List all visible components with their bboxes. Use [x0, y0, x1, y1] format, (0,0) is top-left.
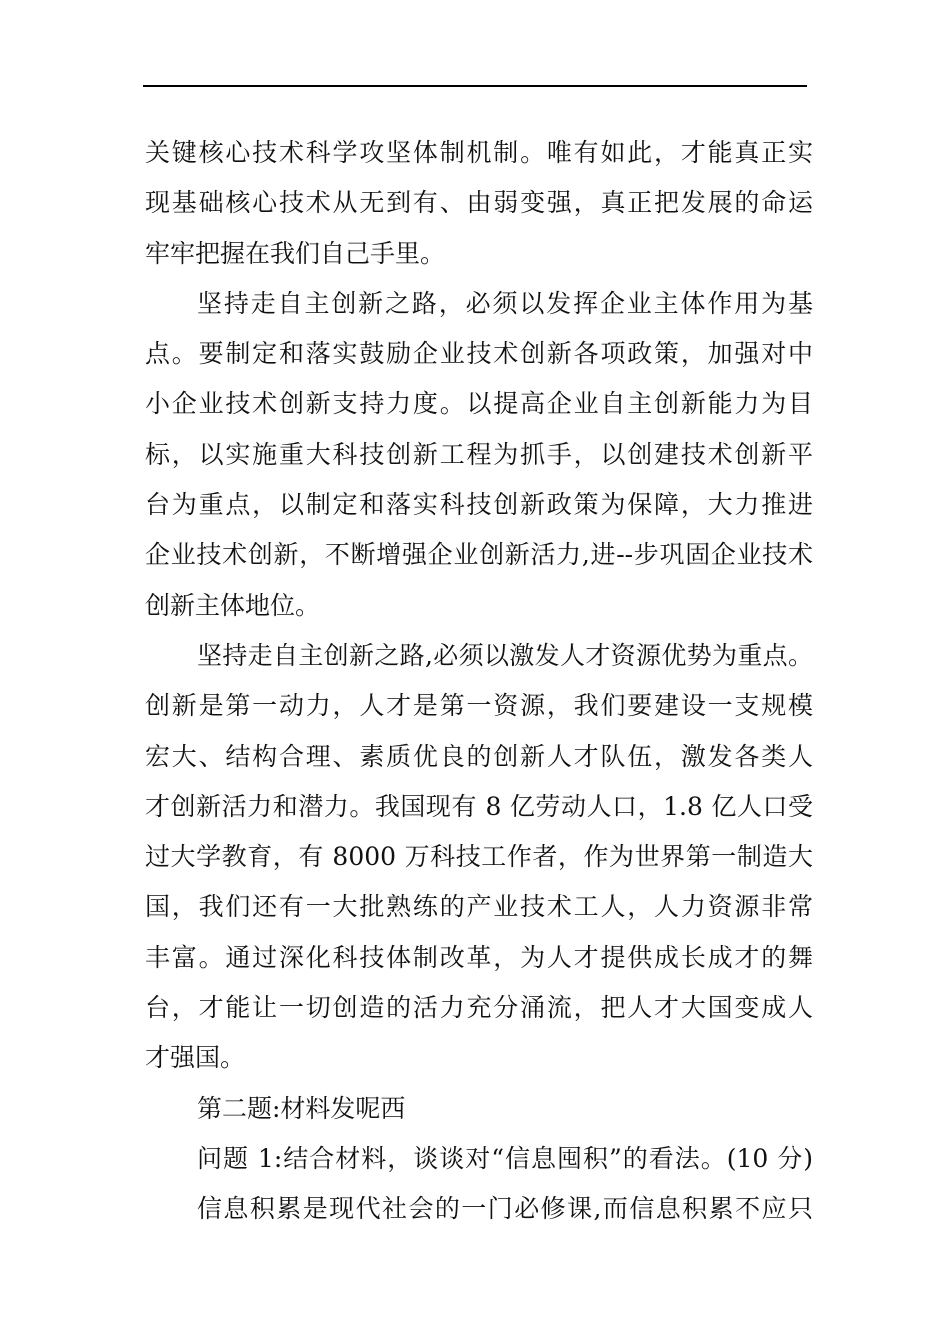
- text-line: 牢牢把握在我们自己手里。: [145, 238, 446, 268]
- document-body: [145, 128, 813, 1235]
- text-line: 国，我们还有一大批熟练的产业技术工人，人力资源非常: [145, 892, 813, 922]
- text-line: 信息积累是现代社会的一门必修课,而信息积累不应只: [197, 1194, 813, 1224]
- question-line: 问题 1:结合材料，谈谈对“信息囤积”的看法。(10 分): [197, 1143, 813, 1173]
- text-line: 标，以实施重大科技创新工程为抓手，以创建技术创新平: [145, 439, 813, 469]
- text-line: 现基础核心技术从无到有、由弱变强，真正把发展的命运: [145, 188, 813, 218]
- text-line: 小企业技术创新支持力度。以提高企业自主创新能力为目: [145, 389, 813, 419]
- text-line: 创新主体地位。: [145, 590, 321, 620]
- text-line: 才强国。: [145, 1043, 246, 1073]
- text-line: 过大学教育，有 8000 万科技工作者，作为世界第一制造大: [145, 842, 813, 872]
- text-line: 关键核心技术科学攻坚体制机制。唯有如此，才能真正实: [145, 138, 813, 167]
- text-line: 企业技术创新，不断增强企业创新活力,进--步巩固企业技术: [145, 540, 813, 570]
- text-line: 坚持走自主创新之路,必须以激发人才资源优势为重点。: [197, 640, 813, 670]
- header-rule: [143, 85, 807, 87]
- text-line: 台为重点，以制定和落实科技创新政策为保障，大力推进: [145, 490, 813, 520]
- text-line: 宏大、结构合理、素质优良的创新人才队伍，激发各类人: [145, 741, 813, 771]
- text-line: 坚持走自主创新之路，必须以发挥企业主体作用为基: [197, 288, 813, 318]
- text-line: 台，才能让一切创造的活力充分涌流，把人才大国变成人: [145, 993, 813, 1023]
- text-line: 创新是第一动力，人才是第一资源，我们要建设一支规模: [145, 691, 813, 721]
- text-line: 才创新活力和潜力。我国现有 8 亿劳动人口，1.8 亿人口受: [145, 791, 813, 821]
- text-line: 丰富。通过深化科技体制改革，为人才提供成长成才的舞: [145, 942, 813, 972]
- text-line: 点。要制定和落实鼓励企业技术创新各项政策，加强对中: [145, 339, 813, 369]
- section-heading: 第二题:材料发呢西: [197, 1093, 406, 1123]
